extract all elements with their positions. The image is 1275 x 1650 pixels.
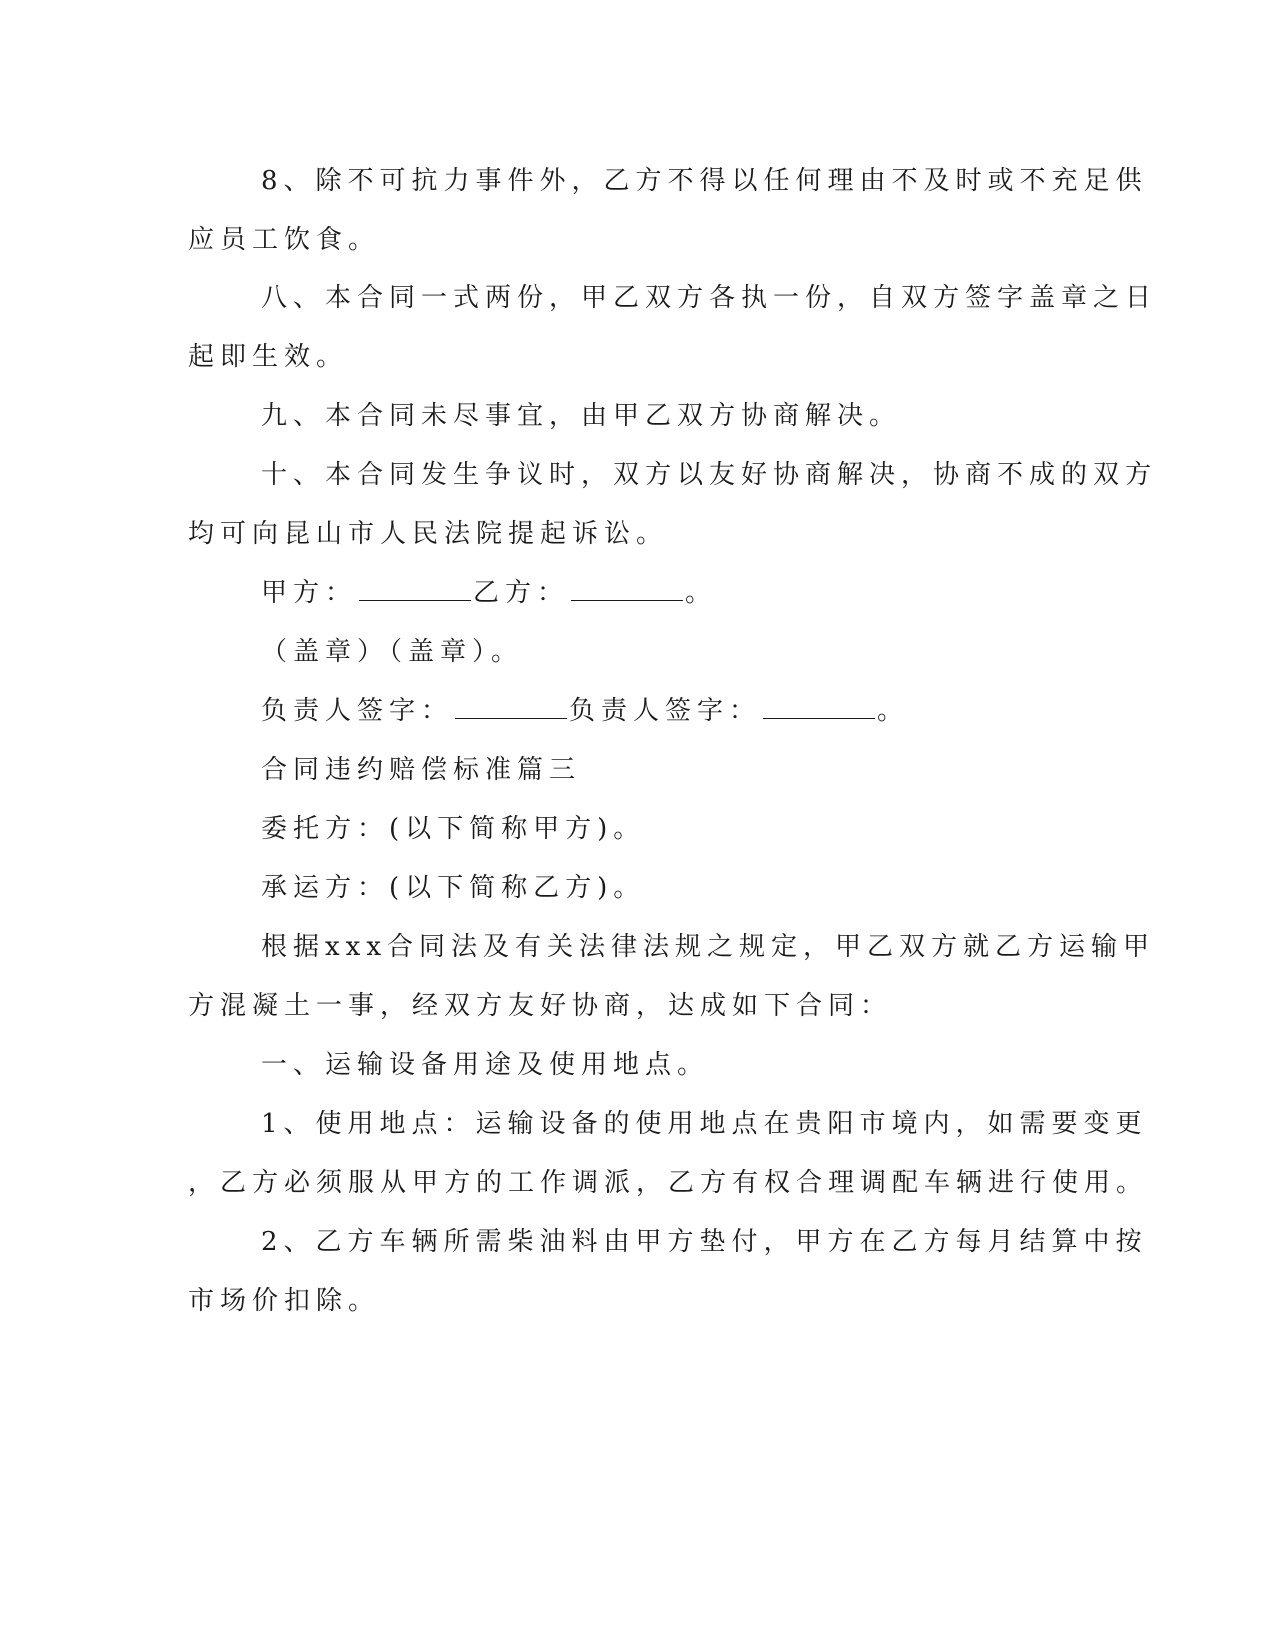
clause-nine: 九、本合同未尽事宜，由甲乙双方协商解决。 <box>261 401 902 431</box>
party-line-end: 。 <box>685 578 718 608</box>
party-signature-line <box>261 578 717 608</box>
signer-a-blank <box>455 696 567 719</box>
party-a-blank <box>359 578 471 601</box>
carrier-line: 承运方：(以下简称乙方)。 <box>261 873 646 903</box>
preamble-line-1: 根据xxx合同法及有关法律法规之规定，甲乙双方就乙方运输甲 <box>261 932 1155 962</box>
party-b-blank <box>571 578 683 601</box>
signer-line-end: 。 <box>877 696 910 726</box>
signer-b-label: 负责人签字： <box>569 696 762 726</box>
clause-8-line-2: 应员工饮食。 <box>188 225 381 255</box>
clause-eight-line-1: 八、本合同一式两份，甲乙双方各执一份，自双方签字盖章之日 <box>261 283 1158 313</box>
clause-ten-line-2: 均可向昆山市人民法院提起诉讼。 <box>188 519 669 549</box>
clause-8-line-1: 8、除不可抗力事件外，乙方不得以任何理由不及时或不充足供 <box>261 166 1148 196</box>
signer-line <box>261 696 909 726</box>
clause-one-heading: 一、运输设备用途及使用地点。 <box>261 1050 710 1080</box>
preamble-line-2: 方混凝土一事，经双方友好协商，达成如下合同： <box>188 991 893 1021</box>
clause-eight-line-2: 起即生效。 <box>188 342 349 372</box>
party-b-label: 乙方： <box>473 578 570 608</box>
item-1-line-2: ，乙方必须服从甲方的工作调派，乙方有权合理调配车辆进行使用。 <box>188 1168 1149 1198</box>
signer-a-label: 负责人签字： <box>261 696 454 726</box>
consignor-line: 委托方：(以下简称甲方)。 <box>261 814 646 844</box>
item-2-line-2: 市场价扣除。 <box>188 1286 381 1316</box>
section-title: 合同违约赔偿标准篇三 <box>261 755 582 785</box>
clause-ten-line-1: 十、本合同发生争议时，双方以友好协商解决，协商不成的双方 <box>261 460 1158 490</box>
item-1-line-1: 1、使用地点：运输设备的使用地点在贵阳市境内，如需要变更 <box>261 1109 1148 1139</box>
signer-b-blank <box>763 696 875 719</box>
seal-line: （盖章）（盖章）。 <box>261 637 524 667</box>
item-2-line-1: 2、乙方车辆所需柴油料由甲方垫付，甲方在乙方每月结算中按 <box>261 1227 1148 1257</box>
party-a-label: 甲方： <box>261 578 358 608</box>
